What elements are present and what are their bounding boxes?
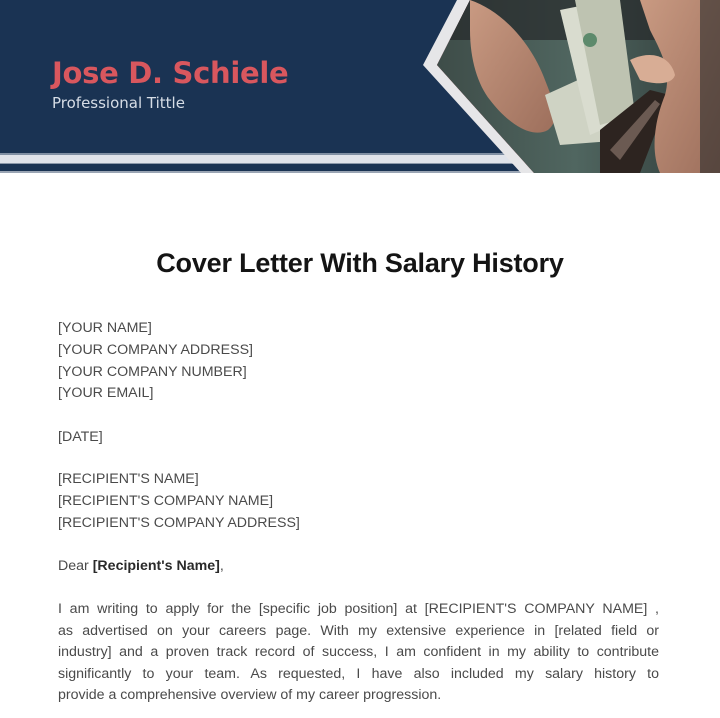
- salutation-recipient-name: [Recipient's Name]: [92, 558, 220, 574]
- paragraph-line: significantly to your team. As requested, I have also included my salary history to: [58, 665, 659, 682]
- sender-company-number: [YOUR COMPANY NUMBER]: [58, 363, 247, 380]
- recipient-company-address: [RECIPIENT'S COMPANY ADDRESS]: [58, 514, 300, 531]
- date-block: [58, 427, 103, 449]
- letterhead-banner: [0, 0, 720, 173]
- intro-paragraph: [58, 599, 659, 707]
- document-title: Cover Letter With Salary History: [156, 248, 564, 278]
- sender-info-block: [58, 318, 253, 405]
- recipient-info-block: [58, 469, 300, 534]
- salutation: [58, 556, 224, 578]
- applicant-name: Jose D. Schiele: [52, 56, 289, 90]
- paragraph-line: industry] and a proven track record of success, I am confident in my ability to contribute: [58, 644, 659, 661]
- paragraph-line: provide a comprehensive overview of my career progression.: [58, 687, 442, 704]
- paragraph-line: I am writing to apply for the [specific job position] at [RECIPIENT'S COMPANY NAME] ,: [58, 601, 659, 617]
- recipient-company-name: [RECIPIENT'S COMPANY NAME]: [58, 492, 274, 509]
- sender-email: [YOUR EMAIL]: [58, 385, 154, 402]
- salutation-prefix: Dear: [58, 558, 93, 574]
- professional-title: Professional Tittle: [52, 94, 185, 112]
- sender-name: [YOUR NAME]: [58, 320, 152, 336]
- sender-company-address: [YOUR COMPANY ADDRESS]: [58, 341, 253, 358]
- letter-date: [DATE]: [58, 429, 103, 445]
- paragraph-line: as advertised on your careers page. With my extensive experience in [related field or: [58, 622, 659, 639]
- salutation-suffix: ,: [219, 558, 224, 574]
- recipient-name: [RECIPIENT'S NAME]: [58, 471, 199, 487]
